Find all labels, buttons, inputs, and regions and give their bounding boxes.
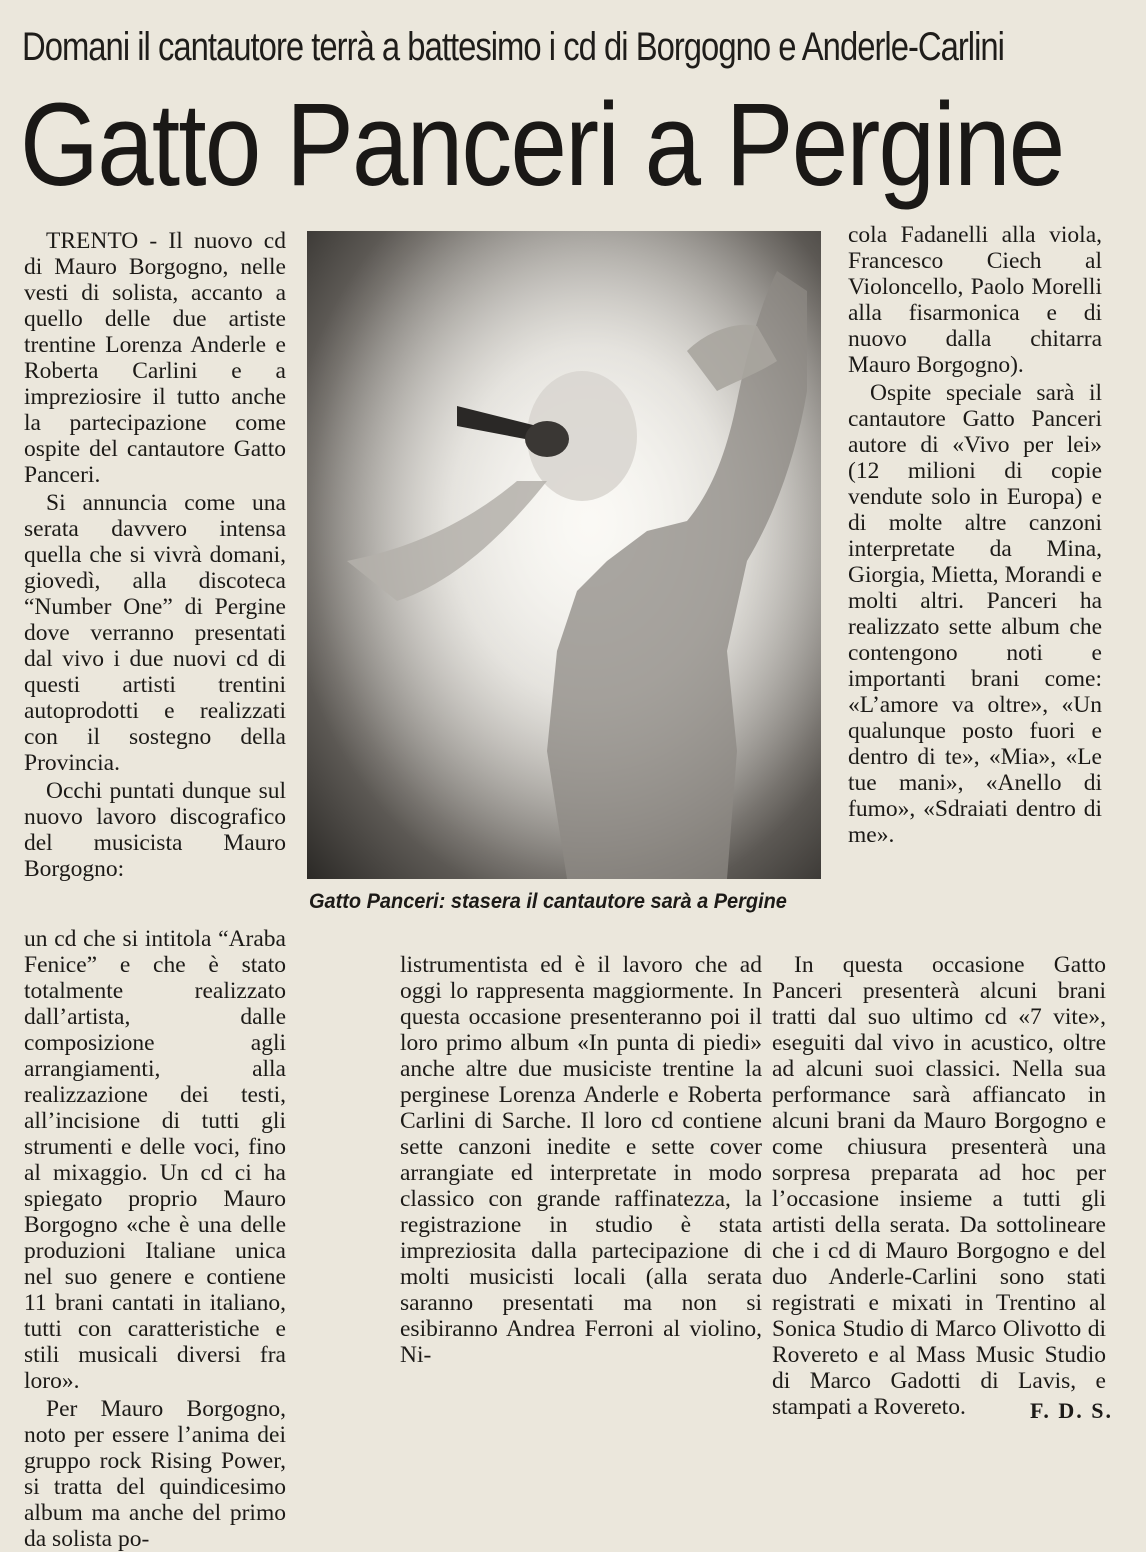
paragraph: Occhi puntati dunque sul nuovo lavoro discografico del musicista Mauro Borgogno: [24, 778, 286, 882]
article-column-3-lower [772, 952, 1106, 1420]
article-column-2 [400, 952, 762, 1368]
paragraph: cola Fadanelli alla viola, Francesco Ciech al Violoncello, Paolo Morelli alla fisarmonica e di nuovo dalla chitarra Mauro Borgogno). [848, 222, 1102, 378]
paragraph: Per Mauro Borgogno, noto per essere l’anima dei gruppo rock Rising Power, si tratta del quindicesimo album ma anche del primo da solista po- [24, 1396, 286, 1552]
paragraph: TRENTO - Il nuovo cd di Mauro Borgogno, nelle vesti di solista, accanto a quello delle due artiste trentine Lorenza Anderle e Roberta Carlini e a impreziosire il tutto anche la partecipazione come ospite del cantautore Gatto Panceri. [24, 228, 286, 488]
article-kicker: Domani il cantautore terrà a battesimo i cd di Borgogno e Anderle-Carlini [22, 25, 1004, 69]
singer-silhouette [307, 231, 821, 879]
paragraph: Si annuncia come una serata davvero intensa quella che si vivrà domani, giovedì, alla discoteca “Number One” di Pergine dove verranno presentati dal vivo i due nuovi cd di questi artisti trentini autoprodotti e realizzati con il sostegno della Provincia. [24, 490, 286, 776]
article-column-1-lower [24, 926, 286, 1552]
paragraph: In questa occasione Gatto Panceri presenterà alcuni brani tratti dal suo ultimo cd «7 vite», eseguiti dal vivo in acustico, oltre ad alcuni suoi classici. Nella sua performance sarà affiancato in alcuni brani da Mauro Borgogno e come chiusura presenterà una sorpresa preparata ad hoc per l’occasione insieme a tutti gli artisti della serata. Da sottolineare che i cd di Mauro Borgogno e del duo Anderle-Carlini sono stati registrati e mixati in Trentino al Sonica Studio di Marco Olivotto di Rovereto e al Mass Music Studio di Marco Gadotti di Lavis, e stampati a Rovereto. [772, 952, 1106, 1420]
singer-photo [307, 231, 821, 879]
paragraph: un cd che si intitola “Araba Fenice” e che è stato totalmente realizzato dall’artista, dalle composizione agli arrangiamenti, alla realizzazione dei testi, all’incisione di tutti gli strumenti e delle voci, fino al mixaggio. Un cd ci ha spiegato proprio Mauro Borgogno «che è una delle produzioni Italiane unica nel suo genere e contiene 11 brani cantati in italiano, tutti con caratteristiche e stili musicali diversi fra loro». [24, 926, 286, 1394]
photo-caption: Gatto Panceri: stasera il cantautore sarà a Pergine [309, 890, 787, 913]
paragraph: Ospite speciale sarà il cantautore Gatto Panceri autore di «Vivo per lei» (12 milioni di copie vendute solo in Europa) e di molte altre canzoni interpretate da Mina, Giorgia, Mietta, Morandi e molti altri. Panceri ha realizzato sette album che contengono noti e importanti brani come: «L’amore va oltre», «Un qualunque posto fuori e dentro di te», «Mia», «Le tue mani», «Anello di fumo», «Sdraiati dentro di me». [848, 380, 1102, 848]
article-column-1 [24, 228, 286, 882]
author-signature: F. D. S. [1030, 1398, 1114, 1423]
paragraph: listrumentista ed è il lavoro che ad oggi lo rappresenta maggiormente. In questa occasione presenteranno poi il loro primo album «In punta di piedi» anche altre due musiciste trentine la perginese Lorenza Anderle e Roberta Carlini di Sarche. Il loro cd contiene sette canzoni inedite e sette cover arrangiate ed interpretate in modo classico con grande raffinatezza, la registrazione in studio è stata impreziosita dalla partecipazione di molti musicisti locali (alla serata saranno presentati ma non si esibiranno Andrea Ferroni al violino, Ni- [400, 952, 762, 1368]
article-headline: Gatto Panceri a Pergine [20, 79, 1064, 211]
article-column-3 [848, 222, 1102, 848]
